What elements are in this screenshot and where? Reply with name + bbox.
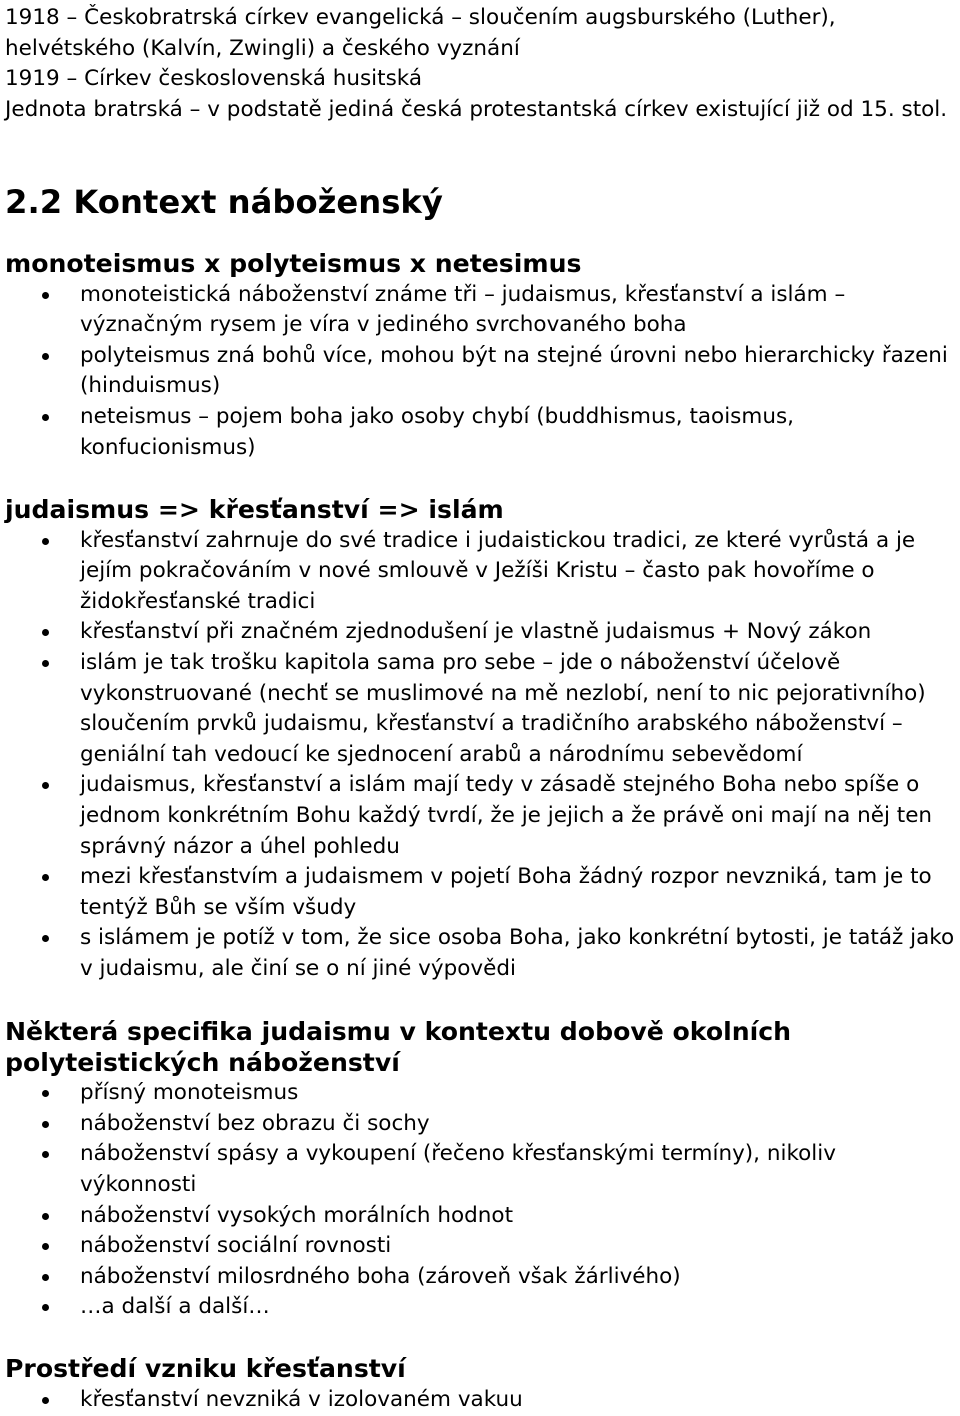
bullet-icon bbox=[42, 782, 49, 789]
bullet-icon bbox=[42, 1121, 49, 1128]
bullet-icon bbox=[42, 629, 49, 636]
list-item: náboženství sociální rovnosti bbox=[5, 1231, 955, 1262]
bullet-list bbox=[5, 280, 955, 464]
block-heading: Některá specifika judaismu v kontextu dobově okolních polyteistických náboženství bbox=[5, 1017, 792, 1077]
list-item: mezi křesťanstvím a judaismem v pojetí Boha žádný rozpor nevzniká, tam je to tentýž Bůh se vším všudy bbox=[5, 862, 955, 923]
list-item: náboženství milosrdného boha (zároveň však žárlivého) bbox=[5, 1262, 955, 1293]
list-item: křesťanství zahrnuje do své tradice i judaistickou tradici, ze které vyrůstá a je jejím pokračováním v nové smlouvě v Ježíši Kristu – často pak hovoříme o židokřesťanské tradici bbox=[5, 526, 955, 618]
bullet-icon bbox=[42, 1243, 49, 1250]
block-prostredi bbox=[5, 1354, 955, 1415]
bullet-icon bbox=[42, 874, 49, 881]
bullet-icon bbox=[42, 353, 49, 360]
bullet-icon bbox=[42, 1090, 49, 1097]
bullet-list bbox=[5, 526, 955, 985]
intro-line: 1919 – Církev československá husitská bbox=[5, 66, 423, 92]
bullet-icon bbox=[42, 538, 49, 545]
list-item: islám je tak trošku kapitola sama pro sebe – jde o náboženství účelově vykonstruované (nechť se muslimové na mě nezlobí, není to nic pejorativního) sloučením prvků judaismu, křesťanství a tradičního arabského náboženství – geniální tah vedoucí ke sjednocení arabů a národnímu sebevědomí bbox=[5, 648, 955, 770]
intro-line: Jednota bratrská – v podstatě jediná česká protestantská církev existující již od 15. stol. bbox=[5, 96, 948, 122]
bullet-list bbox=[5, 1078, 955, 1323]
list-item: monoteistická náboženství známe tři – judaismus, křesťanství a islám – význačným rysem je víra v jediného svrchovaného boha bbox=[5, 280, 955, 341]
bullet-list bbox=[5, 1385, 955, 1416]
section-heading-block bbox=[5, 183, 955, 221]
list-item: náboženství bez obrazu či sochy bbox=[5, 1109, 955, 1140]
bullet-icon bbox=[42, 414, 49, 421]
block-heading: judaismus => křesťanství => islám bbox=[5, 495, 504, 524]
block-heading: monoteismus x polyteismus x netesimus bbox=[5, 249, 582, 278]
list-item: náboženství spásy a vykoupení (řečeno křesťanskými termíny), nikoliv výkonnosti bbox=[5, 1139, 955, 1200]
list-item: s islámem je potíž v tom, že sice osoba Boha, jako konkrétní bytosti, je tatáž jako v judaismu, ale činí se o ní jiné výpovědi bbox=[5, 923, 955, 984]
list-item: křesťanství nevzniká v izolovaném vakuu bbox=[5, 1385, 955, 1416]
bullet-icon bbox=[42, 1151, 49, 1158]
bullet-icon bbox=[42, 1304, 49, 1311]
list-item: neteismus – pojem boha jako osoby chybí (buddhismus, taoismus, konfucionismus) bbox=[5, 402, 955, 463]
list-item: polyteismus zná bohů více, mohou být na stejné úrovni nebo hierarchicky řazeni (hinduismus) bbox=[5, 341, 955, 402]
bullet-icon bbox=[42, 1213, 49, 1220]
list-item: křesťanství při značném zjednodušení je vlastně judaismus + Nový zákon bbox=[5, 617, 955, 648]
block-judaismus bbox=[5, 495, 955, 985]
bullet-icon bbox=[42, 935, 49, 942]
block-specifika bbox=[5, 1017, 955, 1323]
bullet-icon bbox=[42, 1397, 49, 1404]
list-item: judaismus, křesťanství a islám mají tedy v zásadě stejného Boha nebo spíše o jednom konkrétním Bohu každý tvrdí, že je jejich a že právě oni mají na něj ten správný názor a úhel pohledu bbox=[5, 770, 955, 862]
intro-text bbox=[5, 3, 955, 125]
bullet-icon bbox=[42, 292, 49, 299]
bullet-icon bbox=[42, 660, 49, 667]
bullet-icon bbox=[42, 1274, 49, 1281]
intro-line: 1918 – Českobratrská církev evangelická – sloučením augsburského (Luther), helvétského (Kalvín, Zwingli) a českého vyznání bbox=[5, 5, 836, 61]
list-item: přísný monoteismus bbox=[5, 1078, 955, 1109]
section-title: 2.2 Kontext náboženský bbox=[5, 183, 443, 221]
block-monoteismus bbox=[5, 249, 955, 463]
list-item: …a další a další… bbox=[5, 1292, 955, 1323]
block-heading: Prostředí vzniku křesťanství bbox=[5, 1354, 406, 1383]
list-item: náboženství vysokých morálních hodnot bbox=[5, 1201, 955, 1232]
